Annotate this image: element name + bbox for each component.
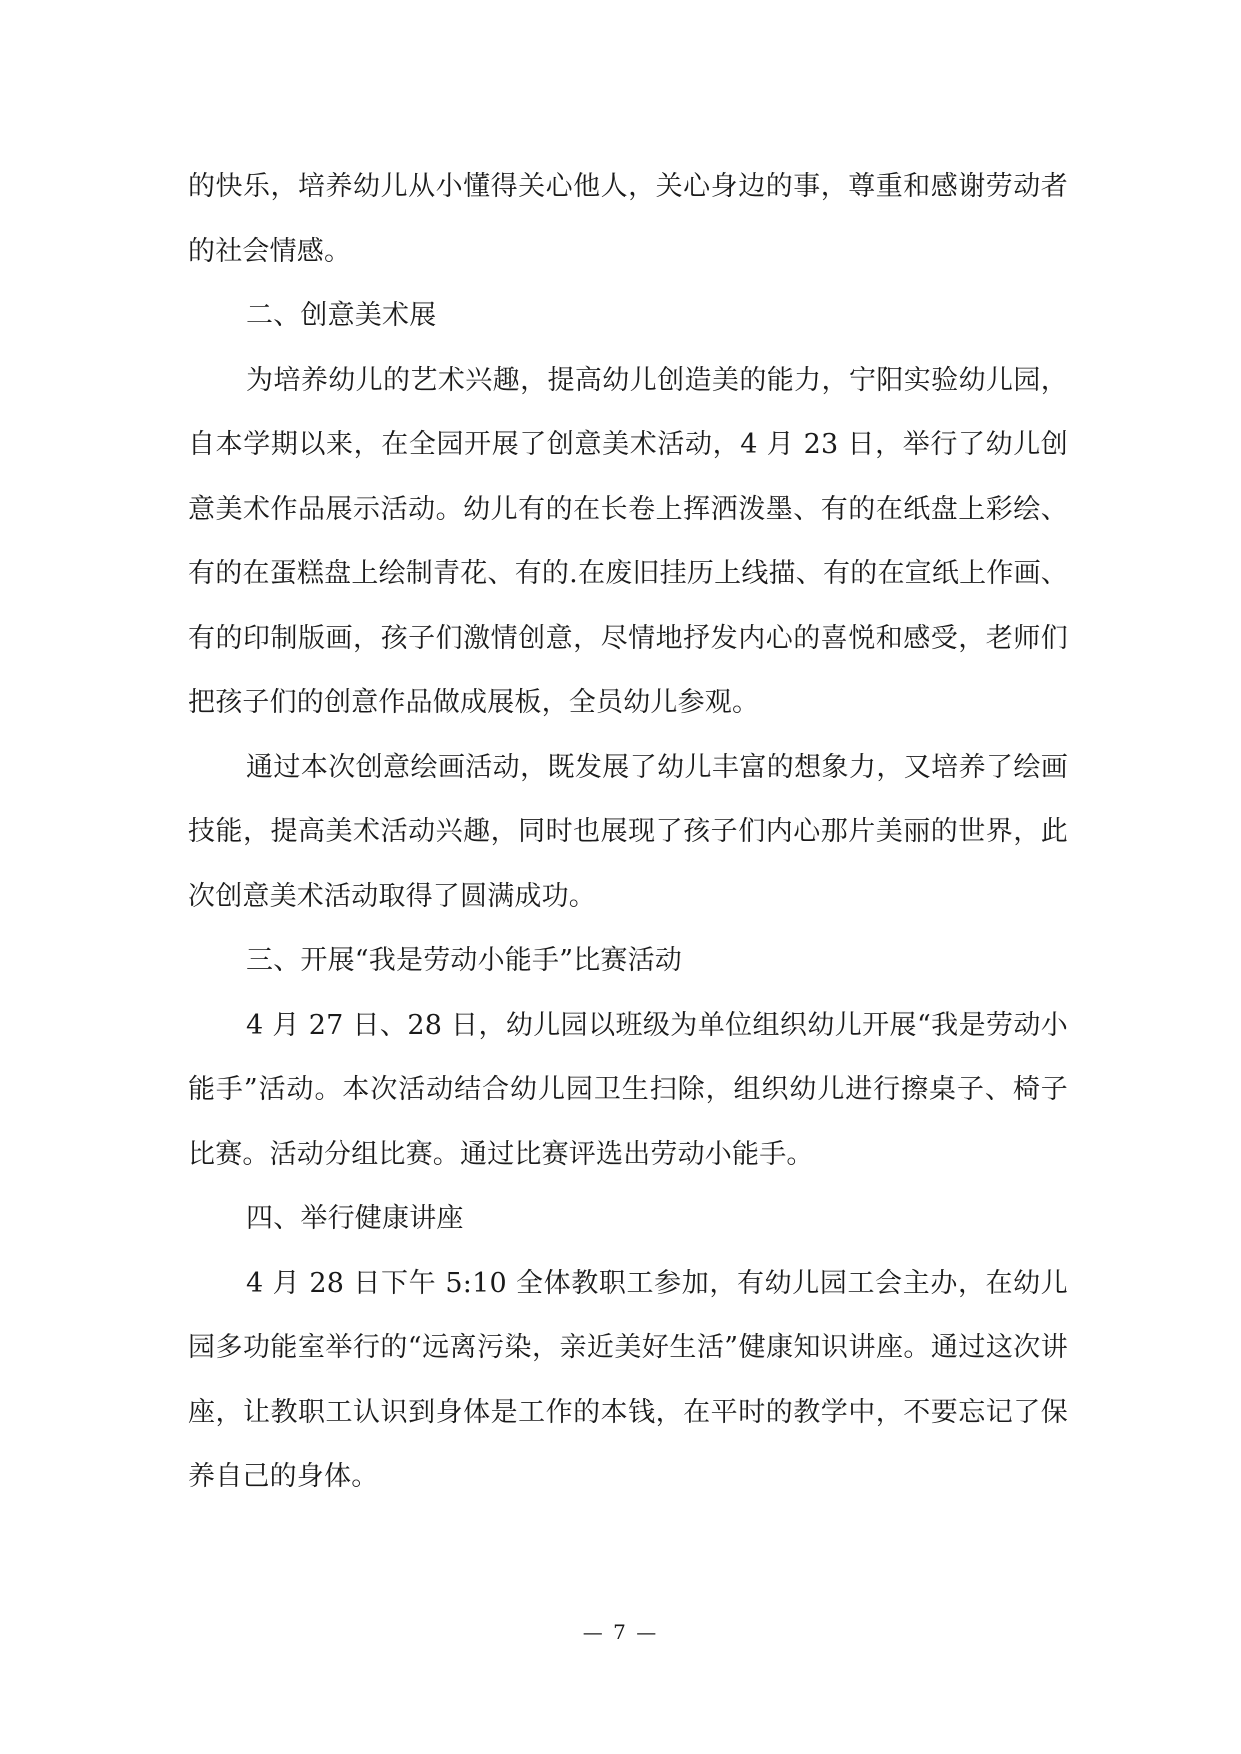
- section-heading: 三、开展“我是劳动小能手”比赛活动: [246, 945, 683, 976]
- section-heading: 四、举行健康讲座: [246, 1203, 464, 1234]
- section-heading: 二、创意美术展: [246, 300, 437, 331]
- paragraph: 4 月 28 日下午 5:10 全体教职工参加，有幼儿园工会主办，在幼儿园多功能室举行的“远离污染，亲近美好生活”健康知识讲座。通过这次讲座，让教职工认识到身体是工作的本钱，在平时的教学中，不要忘记了保养自己的身体。: [188, 1267, 1068, 1492]
- paragraph-continuation: 的快乐，培养幼儿从小懂得关心他人，关心身边的事，尊重和感谢劳动者的社会情感。: [188, 171, 1068, 267]
- document-body: [188, 155, 1068, 1510]
- paragraph: 通过本次创意绘画活动，既发展了幼儿丰富的想象力，又培养了绘画技能，提高美术活动兴趣，同时也展现了孩子们内心那片美丽的世界，此次创意美术活动取得了圆满成功。: [188, 751, 1068, 912]
- page-number: — 7 —: [582, 1620, 659, 1644]
- paragraph: 4 月 27 日、28 日，幼儿园以班级为单位组织幼儿开展“我是劳动小能手”活动。本次活动结合幼儿园卫生扫除，组织幼儿进行擦桌子、椅子比赛。活动分组比赛。通过比赛评选出劳动小能手。: [188, 1009, 1068, 1170]
- paragraph: 为培养幼儿的艺术兴趣，提高幼儿创造美的能力，宁阳实验幼儿园，自本学期以来，在全园开展了创意美术活动，4 月 23 日，举行了幼儿创意美术作品展示活动。幼儿有的在长卷上挥洒泼墨、有的在纸盘上彩绘、有的在蛋糕盘上绘制青花、有的.在废旧挂历上线描、有的在宣纸上作画、有的印制版画，孩子们激情创意，尽情地抒发内心的喜悦和感受，老师们把孩子们的创意作品做成展板，全员幼儿参观。: [188, 364, 1068, 718]
